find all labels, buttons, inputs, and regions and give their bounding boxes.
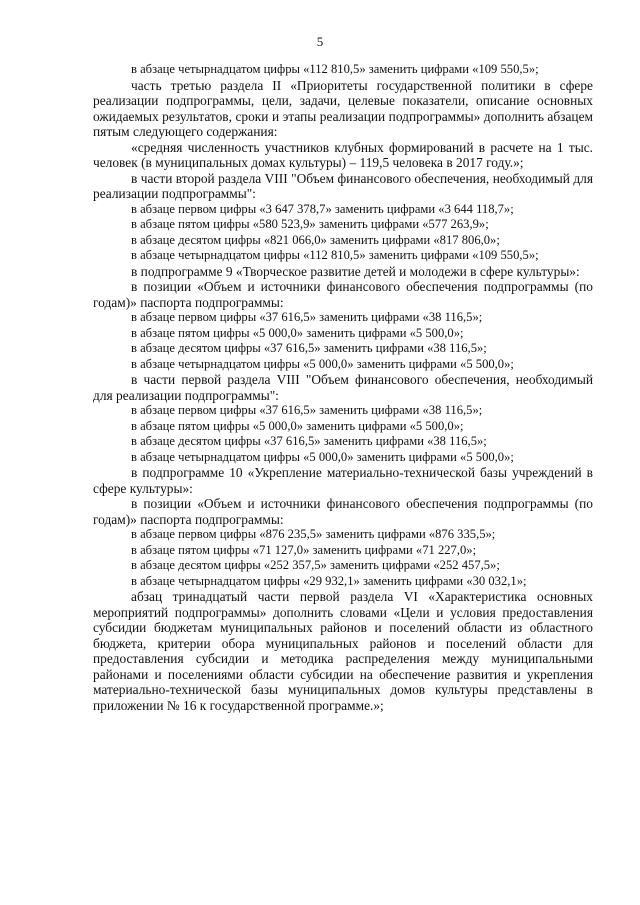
page-number: 5: [316, 34, 324, 49]
paragraph: в части первой раздела VIII "Объем финансового обеспечения, необходимый для реализации подпрограммы":: [93, 372, 593, 403]
paragraph: в позиции «Объем и источники финансового обеспечения подпрограммы (по годам)» паспорта подпрограммы:: [93, 496, 593, 527]
paragraph: в абзаце десятом цифры «252 357,5» заменить цифрами «252 457,5»;: [131, 558, 500, 572]
paragraph: в подпрограмме 10 «Укрепление материально-технической базы учреждений в сфере культуры»:: [93, 465, 593, 496]
paragraph: в абзаце первом цифры «37 616,5» заменить цифрами «38 116,5»;: [131, 310, 483, 324]
paragraph: абзац тринадцатый части первой раздела VI «Характеристика основных мероприятий подпрограммы» дополнить словами «Цели и условия предоставления субсидии бюджетам муниципальных районов и поселений области из областного бюджета, критерии обора муниципальных районов и поселений области для предоставления субсидии и методика распределения между муниципальными районами и поселениями области субсидии на обеспечение развития и укрепления материально-технической базы муниципальных домов культуры представлены в приложении № 16 к государственной программе.»;: [93, 589, 593, 713]
paragraph: в абзаце пятом цифры «5 000,0» заменить цифрами «5 500,0»;: [131, 325, 464, 340]
paragraph: в абзаце первом цифры «37 616,5» заменить цифрами «38 116,5»;: [131, 403, 483, 417]
paragraph: в части второй раздела VIII "Объем финансового обеспечения, необходимый для реализации подпрограммы":: [93, 170, 593, 201]
document-body: [93, 62, 593, 713]
paragraph: часть третью раздела II «Приоритеты государственной политики в сфере реализации подпрограммы, цели, задачи, целевые показатели, описание основных ожидаемых результатов, сроки и этапы реализации подпрограммы» дополнить абзацем пятым следующего содержания:: [93, 77, 593, 139]
paragraph: в абзаце десятом цифры «37 616,5» заменить цифрами «38 116,5»;: [131, 341, 487, 355]
paragraph: в абзаце четырнадцатом цифры «5 000,0» заменить цифрами «5 500,0»;: [131, 449, 514, 464]
paragraph: «средняя численность участников клубных формирований в расчете на 1 тыс. человек (в муниципальных домах культуры) – 119,5 человека в 2017 году.»;: [93, 139, 593, 170]
paragraph: в абзаце пятом цифры «580 523,9» заменить цифрами «577 263,9»;: [131, 217, 489, 231]
paragraph: в подпрограмме 9 «Творческое развитие детей и молодежи в сфере культуры»:: [131, 263, 580, 279]
paragraph: в абзаце десятом цифры «37 616,5» заменить цифрами «38 116,5»;: [131, 434, 487, 448]
paragraph: в абзаце первом цифры «876 235,5» заменить цифрами «876 335,5»;: [131, 527, 496, 541]
paragraph: в абзаце четырнадцатом цифры «112 810,5» заменить цифрами «109 550,5»;: [131, 62, 539, 76]
paragraph: в абзаце четырнадцатом цифры «5 000,0» заменить цифрами «5 500,0»;: [131, 356, 514, 371]
paragraph: в абзаце первом цифры «3 647 378,7» заменить цифрами «3 644 118,7»;: [131, 201, 514, 216]
paragraph: в абзаце четырнадцатом цифры «29 932,1» заменить цифрами «30 032,1»;: [131, 573, 527, 588]
paragraph: в абзаце пятом цифры «71 127,0» заменить цифрами «71 227,0»;: [131, 542, 477, 557]
paragraph: в позиции «Объем и источники финансового обеспечения подпрограммы (по годам)» паспорта подпрограммы:: [93, 279, 593, 310]
paragraph: в абзаце пятом цифры «5 000,0» заменить цифрами «5 500,0»;: [131, 418, 464, 433]
paragraph: в абзаце четырнадцатом цифры «112 810,5» заменить цифрами «109 550,5»;: [131, 248, 539, 262]
paragraph: в абзаце десятом цифры «821 066,0» заменить цифрами «817 806,0»;: [131, 232, 500, 247]
